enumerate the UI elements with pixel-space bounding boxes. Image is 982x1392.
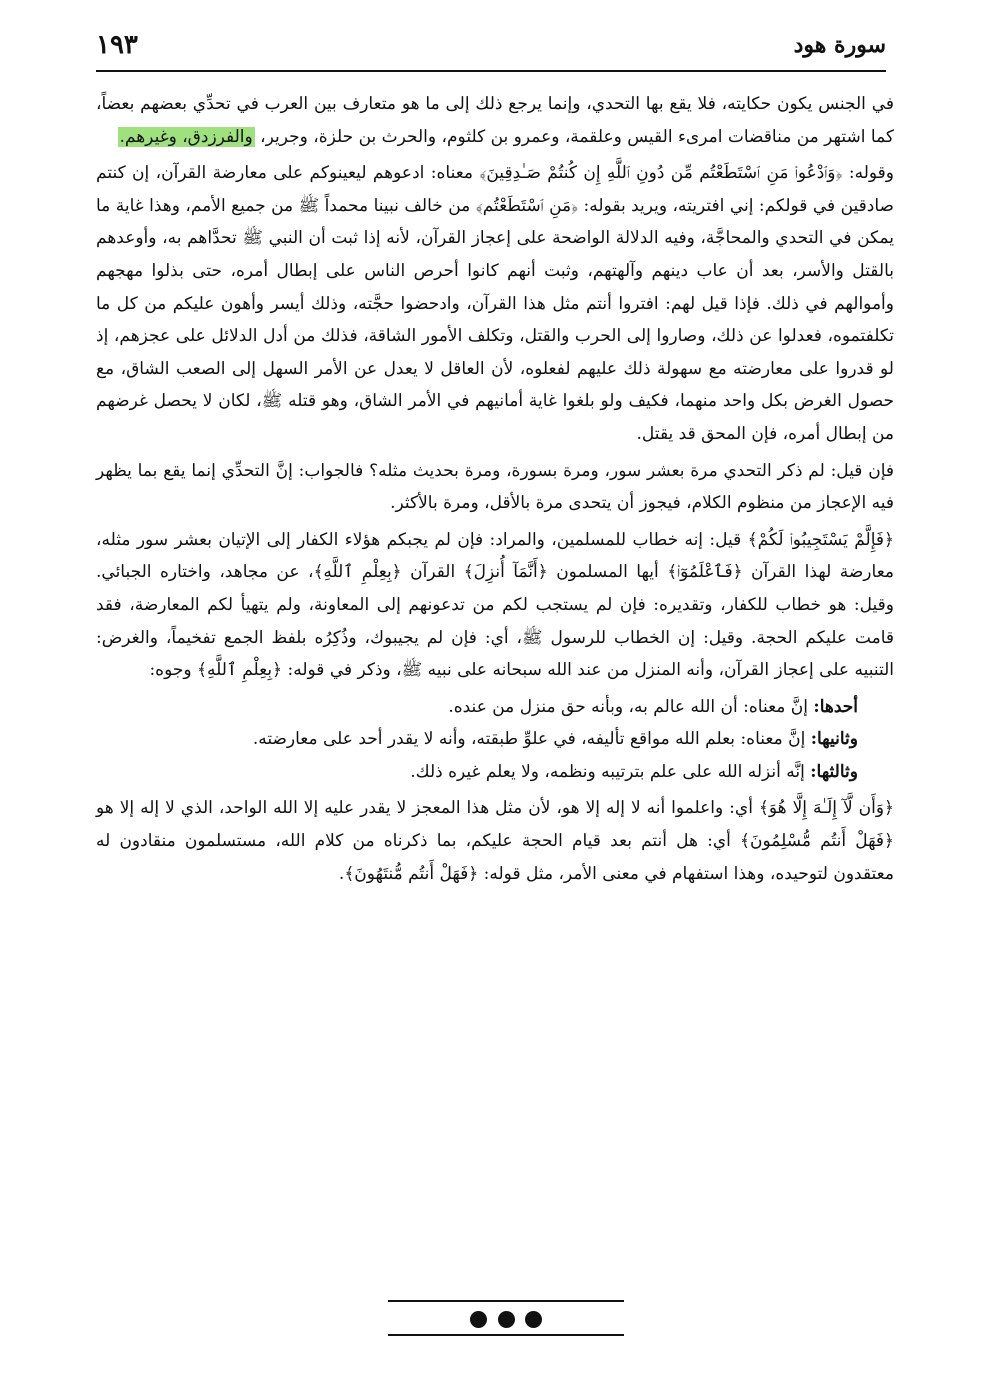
page-number: ١٩٣ (96, 30, 138, 60)
surah-title: سورة هود (793, 32, 886, 58)
paragraph-5: ﴿وَأَن لَّآ إِلَـٰهَ إِلَّا هُوَ﴾ أي: واعلموا أنه لا إله إلا هو، لأن مثل هذا المعجز لا يقدر عليه إلا الله الواحد، الذي لا إله إلا هو ﴿فَهَلْ أَنتُم مُّسْلِمُونَ﴾ أي: هل أنتم بعد قيام الحجة عليكم، بما ذكرناه من كلام الله، مستسلمون منقادون له معتقدون لتوحيده، وهذا استفهام في معنى الأمر، مثل قوله: ﴿فَهَلْ أَنتُم مُّنتَهُونَ﴾. (96, 798, 894, 884)
footer-separator-top (388, 1300, 624, 1303)
list-item (96, 691, 858, 724)
highlighted-text[interactable]: والفرزدق، وغيرهم. (119, 126, 253, 147)
ornament-dot (470, 1311, 487, 1328)
list-item-text: إنَّه أنزله الله على علم بترتيبه ونظمه، ولا يعلم غيره ذلك. (410, 761, 805, 782)
paragraph-1-text: في الجنس يكون حكايته، فلا يقع بها التحدي، وإنما يرجع ذلك إلى ما هو متعارف بين العرب في تحدِّي بعضهم بعضاً، كما اشتهر من مناقضات امرىء القيس وعلقمة، وعمرو بن كلثوم، والحرث بن حلزة، وجرير، (96, 94, 894, 147)
list-item-label: وثانيها: (810, 729, 858, 750)
paragraph-4: ﴿فَإِلَّمْ يَسْتَجِيبُوا۟ لَكُمْ﴾ قيل: إنه خطاب للمسلمين، والمراد: فإن لم يجبكم هؤلاء الكفار إلى الإتيان بعشر سور مثله، معارضة لهذا القرآن ﴿فَٱعْلَمُوٓا۟﴾ أيها المسلمون ﴿أَنَّمَآ أُنزِلَ﴾ القرآن ﴿بِعِلْمِ ٱللَّهِ﴾، عن مجاهد، واختاره الجبائي. وقيل: هو خطاب للكفار، وتقديره: فإن لم يستجب لكم من تدعونهم إلى المعاونة، ولم يتهيأ لكم المعارضة، فقد قامت عليكم الحجة. وقيل: إن الخطاب للرسول ﷺ، أي: فإن لم يجيبوك، وذُكِرُه بلفظ الجمع تفخيماً، والغرض: التنبيه على إعجاز القرآن، وأنه المنزل من عند الله سبحانه على نبيه ﷺ، وذكر في قوله: ﴿بِعِلْمِ ٱللَّهِ﴾ وجوه: (96, 529, 894, 681)
list-item-text: إنَّ معناه: بعلم الله مواقع تأليفه، في علوِّ طبقته، وأنه لا يقدر أحد على معارضته. (252, 729, 806, 750)
section-end-ornament (470, 1310, 542, 1328)
page-body (96, 88, 894, 890)
list-item (96, 723, 858, 756)
ornament-dot (498, 1311, 515, 1328)
list-item (96, 756, 858, 789)
list-item-label: أحدها: (813, 696, 858, 717)
list-item-text: إنَّ معناه: أن الله عالم به، وبأنه حق منزل من عنده. (448, 696, 809, 717)
interpretations-list (96, 691, 894, 789)
ornament-dot (525, 1311, 542, 1328)
paragraph-2: وقوله: ﴿وَٱدْعُوا۟ مَنِ ٱسْتَطَعْتُم مِّن دُونِ ٱللَّهِ إِن كُنتُمْ صَـٰدِقِينَ﴾ معناه: ادعوهم ليعينوكم على معارضة القرآن، إن كنتم صادقين في قولكم: إني افتريته، ويريد بقوله: ﴿مَنِ ٱسْتَطَعْتُم﴾ من خالف نبينا محمداً ﷺ من جميع الأمم، وهذا غاية ما يمكن في التحدي والمحاجَّة، وفيه الدلالة الواضحة على إعجاز القرآن، لأنه إذا ثبت أن النبي ﷺ تحدَّاهم به، وأوعدهم بالقتل والأسر، بعد أن عاب دينهم وآلهتهم، وثبت أنهم كانوا أحرص الناس على إبطال أمره، حتى بذلوا مهجهم وأموالهم في ذلك. فإذا قيل لهم: افتروا أنتم مثل هذا القرآن، وادحضوا حجَّته، وذلك أيسر وأهون عليكم من كل ما تكلفتموه، فعدلوا عن ذلك، وصاروا إلى الحرب والقتل، وتكلف الأمور الشاقة، فذلك من أدل الدلائل على عجزهم، إذ لو قدروا على معارضته مع سهولة ذلك عليهم لفعلوه، لأن العاقل لا يعدل عن الأمر السهل إلى الصعب الشاق، مع حصول الغرض بكل واحد منهما، فكيف ولو بلغوا غاية أمانيهم في الأمر الشاق، وهو قتله ﷺ، لكان لا يحصل غرضهم من إبطال أمره، فإن المحق قد يقتل. (96, 163, 894, 444)
list-item-label: وثالثها: (810, 761, 858, 782)
footer-separator-bottom (388, 1334, 624, 1337)
paragraph-1 (96, 88, 894, 153)
paragraph-3: فإن قيل: لم ذكر التحدي مرة بعشر سور، ومرة بسورة، ومرة بحديث مثله؟ فالجواب: إنَّ التحدِّي إنما يقع بما يظهر فيه الإعجاز من منظوم الكلام، فيجوز أن يتحدى مرة بالأقل، ومرة بالأكثر. (96, 460, 894, 514)
page-header (96, 28, 886, 72)
